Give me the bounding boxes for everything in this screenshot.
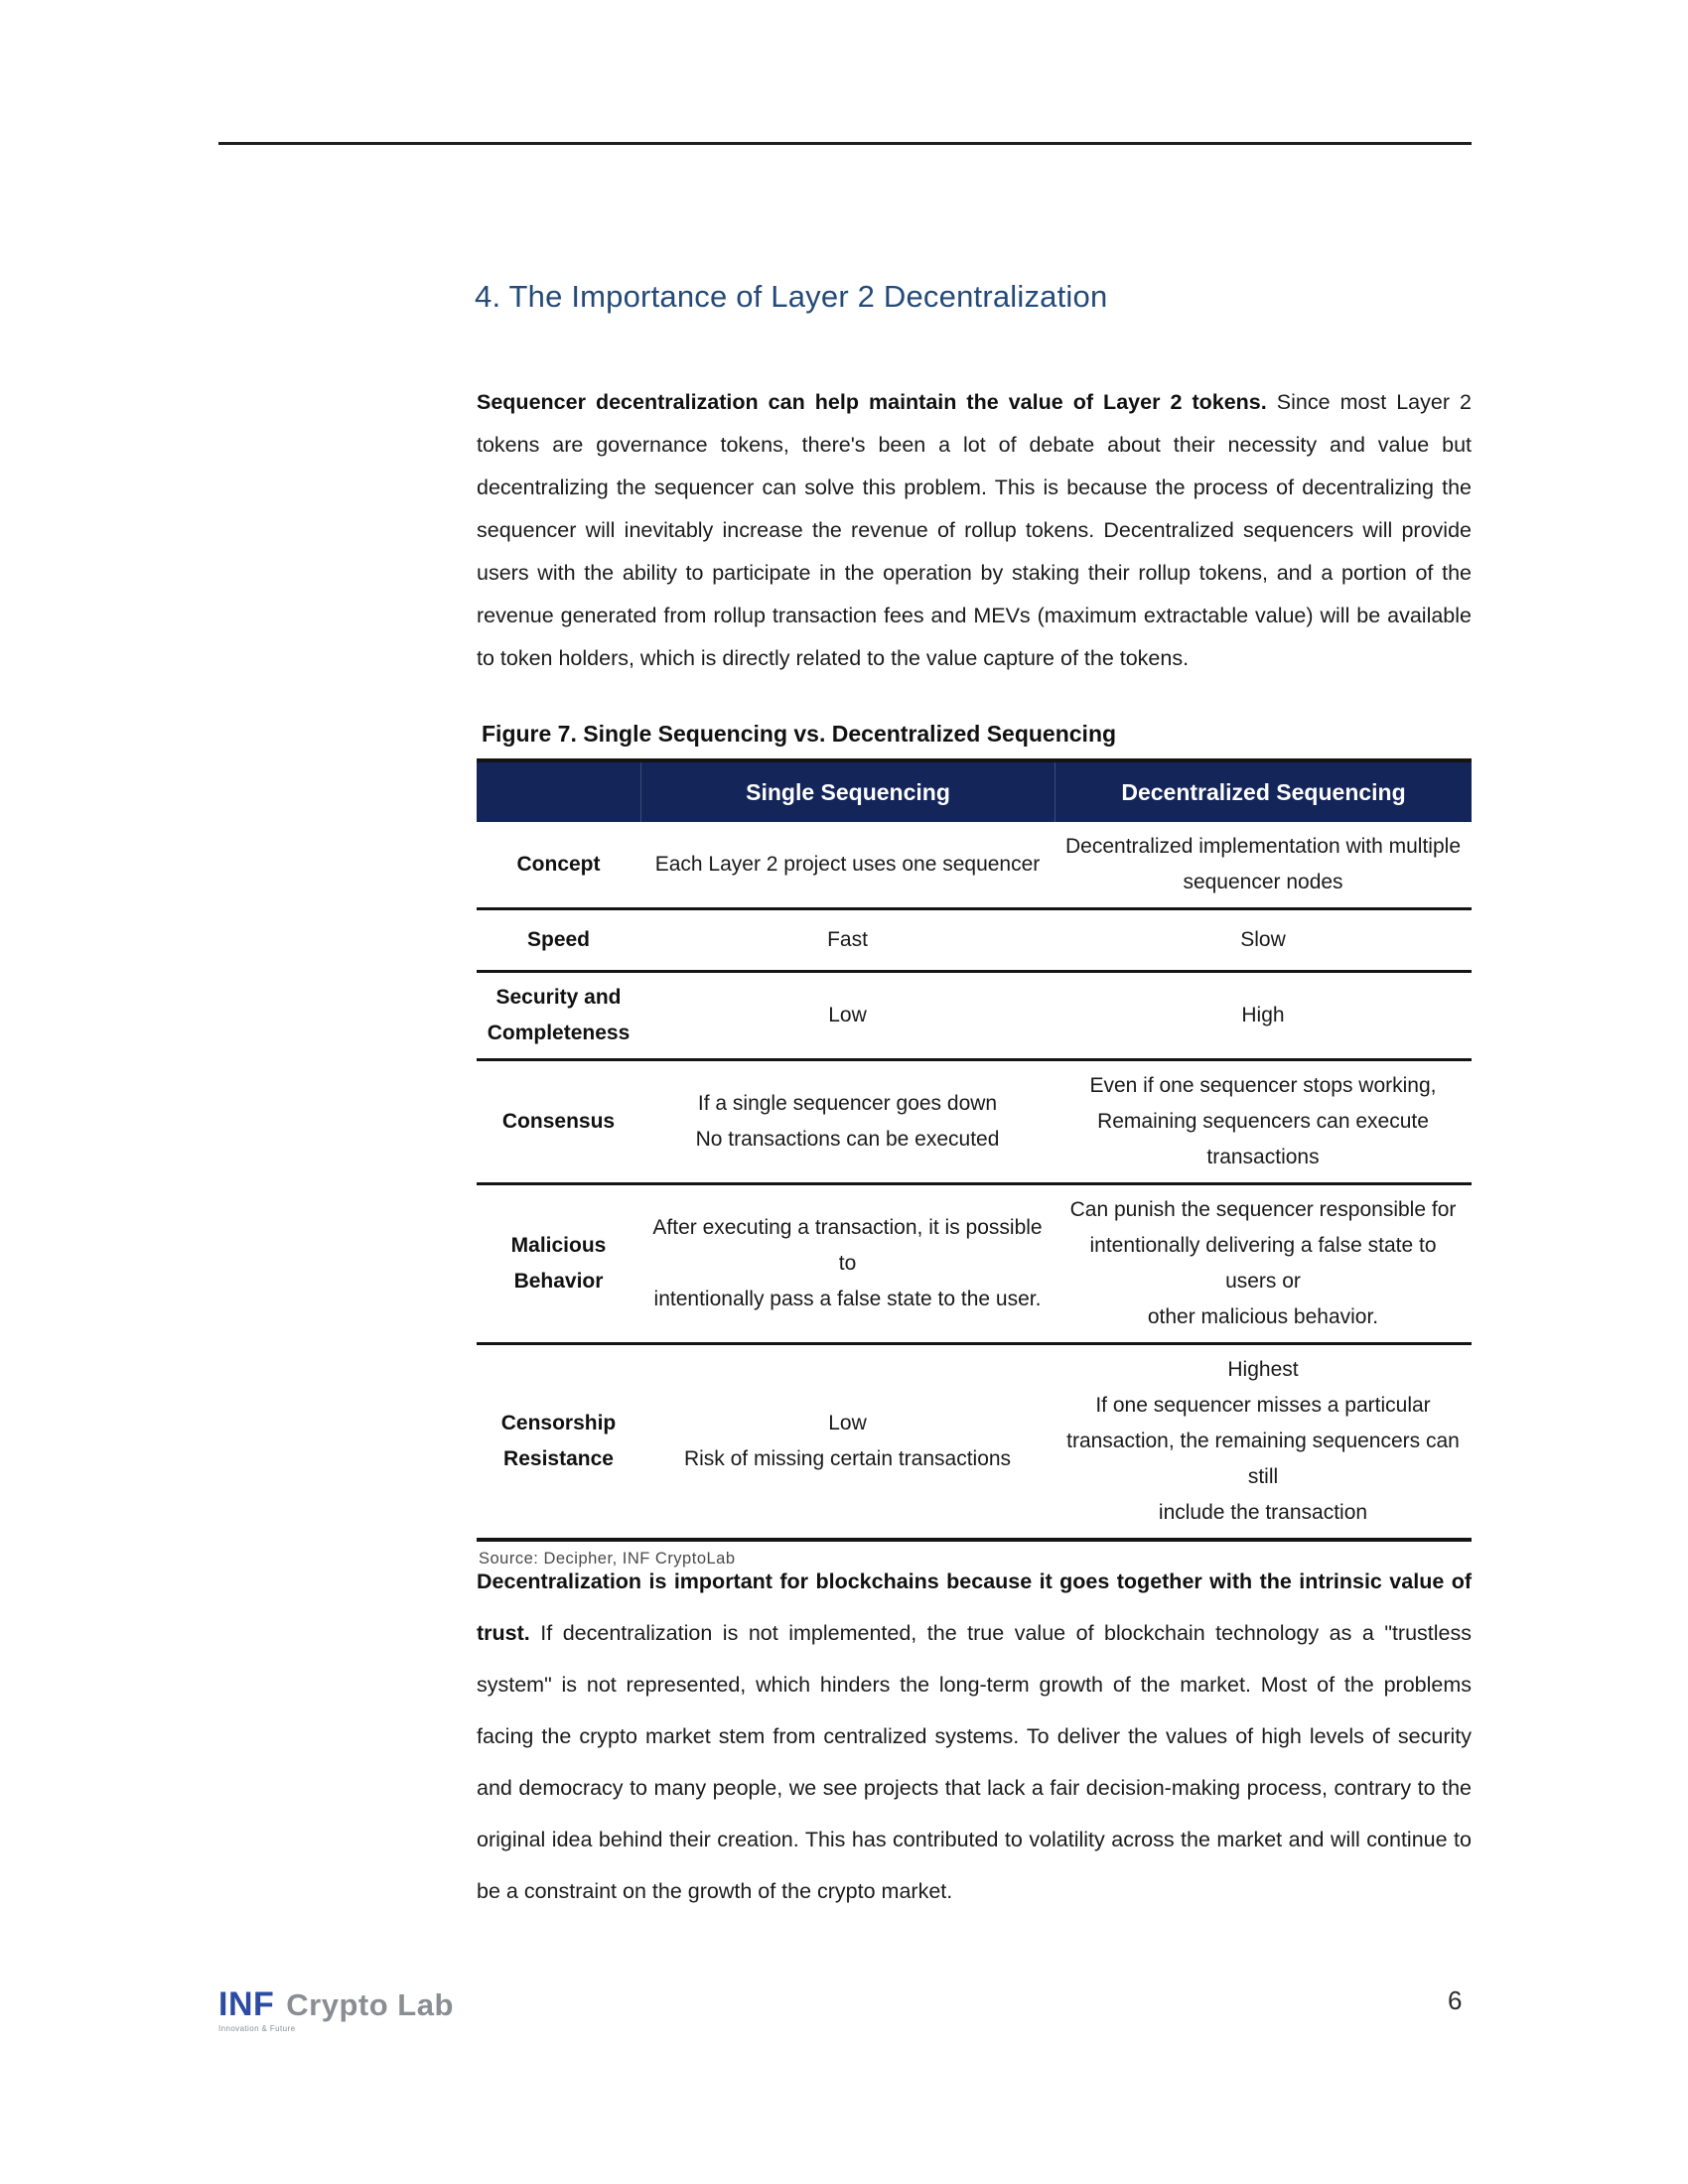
cell-line: Low — [828, 1004, 867, 1026]
cell-line: High — [1241, 1004, 1285, 1026]
cell-line: Malicious — [510, 1234, 607, 1257]
cell-line: Security and — [495, 986, 622, 1009]
cell-line: Each Layer 2 project uses one sequencer — [654, 853, 1041, 876]
paragraph-body: If decentralization is not implemented, the true value of blockchain technology as a "trustless system" is not represented, which hinders the long-term growth of the market. Most of the problems facing the crypto market stem from centralized systems. To deliver the values of high levels of security and democracy to many people, we see projects that lack a fair decision-making process, contrary to the original idea behind their creation. This has contributed to volatility across the market and will continue to be a constraint on the growth of the crypto market. — [477, 1620, 1472, 1903]
logo-inf-text: INF — [218, 1985, 275, 2023]
table-header-row — [477, 762, 1472, 822]
cell-single — [640, 910, 1055, 970]
paragraph-lead-bold: Sequencer decentralization can help maintain the value of Layer 2 tokens. — [477, 389, 1267, 414]
cell-decentralized — [1055, 1185, 1472, 1342]
row-label — [477, 1061, 640, 1182]
cell-line: If one sequencer misses a particular — [1095, 1394, 1431, 1417]
cell-line: include the transaction — [1158, 1501, 1368, 1524]
table-row-security-completeness — [477, 973, 1472, 1061]
cell-line: Can punish the sequencer responsible for — [1069, 1198, 1457, 1221]
cell-single — [640, 822, 1055, 907]
section-title: 4. The Importance of Layer 2 Decentralization — [475, 279, 1108, 314]
cell-line: transaction, the remaining sequencers can still — [1066, 1430, 1460, 1488]
figure-7-block — [477, 721, 1472, 1569]
cell-decentralized — [1055, 1345, 1472, 1538]
cell-line: intentionally delivering a false state to users or — [1089, 1234, 1437, 1293]
logo-tagline: Innovation & Future — [218, 2024, 296, 2033]
cell-line: Slow — [1240, 928, 1286, 951]
cell-line: Fast — [827, 928, 868, 951]
table-row-speed — [477, 910, 1472, 973]
logo-cryptolab-text: Crypto Lab — [286, 1987, 454, 2022]
table-header-single-sequencing: Single Sequencing — [640, 762, 1055, 822]
cell-line: Concept — [516, 853, 601, 876]
figure-caption: Figure 7. Single Sequencing vs. Decentralized Sequencing — [482, 721, 1117, 747]
cell-line: Risk of missing certain transactions — [683, 1447, 1012, 1470]
logo-row — [218, 1987, 454, 2021]
cell-line: Behavior — [513, 1270, 604, 1293]
cell-line: other malicious behavior. — [1147, 1305, 1379, 1328]
cell-single — [640, 1345, 1055, 1538]
row-label — [477, 1185, 640, 1342]
cell-line: Censorship — [500, 1412, 617, 1434]
table-row-concept — [477, 822, 1472, 910]
cell-single — [640, 1061, 1055, 1182]
cell-line: Consensus — [501, 1110, 616, 1133]
figure-source: Source: Decipher, INF CryptoLab — [479, 1550, 736, 1568]
cell-line: Speed — [526, 928, 591, 951]
cell-line: Even if one sequencer stops working, — [1089, 1074, 1437, 1097]
cell-decentralized — [1055, 822, 1472, 907]
cell-line: No transactions can be executed — [695, 1128, 1000, 1151]
paragraph-decentralization-importance — [477, 1556, 1472, 1917]
row-label — [477, 973, 640, 1058]
table-row-consensus — [477, 1061, 1472, 1185]
row-label — [477, 1345, 640, 1538]
paragraph-sequencer-decentralization — [477, 381, 1472, 680]
cell-line: Resistance — [503, 1447, 614, 1470]
cell-line: After executing a transaction, it is possible to — [652, 1216, 1043, 1275]
page-number: 6 — [1448, 1985, 1463, 2015]
paragraph-lead-bold: Decentralization is important for blockchains because it goes together with the intrinsic value of trust. — [477, 1569, 1472, 1645]
cell-line: Remaining sequencers can execute — [1097, 1110, 1429, 1133]
paragraph-body: Since most Layer 2 tokens are governance tokens, there's been a lot of debate about their necessity and value but decentralizing the sequencer can solve this problem. This is because the process of decentralizing the sequencer will inevitably increase the revenue of rollup tokens. Decentralized sequencers will provide users with the ability to participate in the operation by staking their rollup tokens, and a portion of the revenue generated from rollup transaction fees and MEVs (maximum extractable value) will be available to token holders, which is directly related to the value capture of the tokens. — [477, 389, 1472, 670]
cell-line: Low — [828, 1412, 867, 1434]
cell-decentralized — [1055, 910, 1472, 970]
cell-line: Highest — [1227, 1358, 1299, 1381]
inf-cryptolab-logo — [218, 1987, 454, 2033]
cell-line: Completeness — [487, 1022, 631, 1044]
cell-line: If a single sequencer goes down — [697, 1092, 998, 1115]
cell-decentralized — [1055, 973, 1472, 1058]
table-header-empty — [477, 762, 640, 822]
cell-decentralized — [1055, 1061, 1472, 1182]
row-label — [477, 822, 640, 907]
table-row-malicious-behavior — [477, 1185, 1472, 1345]
table-row-censorship-resistance — [477, 1345, 1472, 1541]
cell-single — [640, 973, 1055, 1058]
row-label — [477, 910, 640, 970]
table-header-decentralized-sequencing: Decentralized Sequencing — [1055, 762, 1472, 822]
cell-line: Decentralized implementation with multiple — [1064, 835, 1461, 858]
header-rule — [218, 142, 1472, 145]
cell-single — [640, 1185, 1055, 1342]
cell-line: sequencer nodes — [1183, 871, 1343, 893]
cell-line: intentionally pass a false state to the user. — [653, 1288, 1042, 1310]
cell-line: transactions — [1206, 1146, 1320, 1168]
sequencing-comparison-table — [477, 758, 1472, 1542]
